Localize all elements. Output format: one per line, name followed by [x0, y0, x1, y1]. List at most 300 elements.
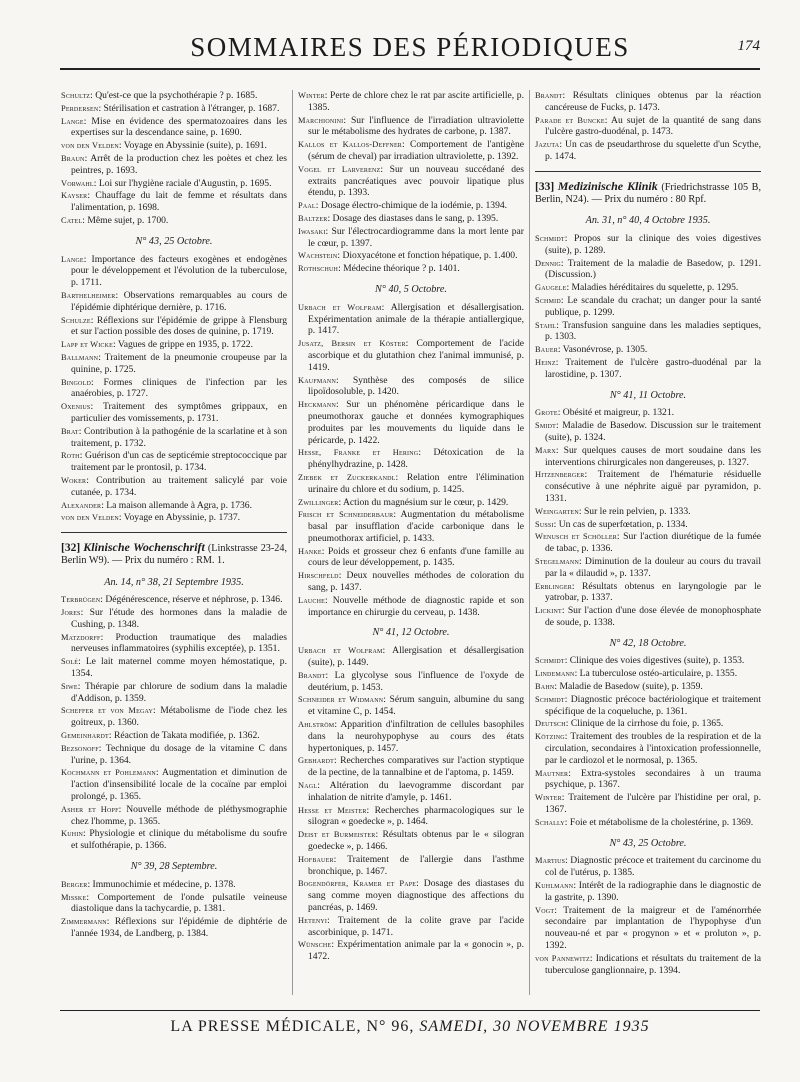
- article-entry: [61, 190, 287, 214]
- article-entry: [298, 115, 524, 139]
- issue-heading: N° 43, 25 Octobre.: [135, 235, 213, 247]
- article-title: : Augmentation du métabolisme basal par insufflation d'acide carbonique dans le pneumothorax artificiel, p. 1433.: [308, 509, 524, 544]
- author-name: Weingarten: [535, 506, 579, 516]
- article-title: : Traitement de l'ulcère gastro-duodénal par la larostidine, p. 1307.: [545, 356, 761, 380]
- author-name: Lauche: [298, 595, 325, 605]
- author-name: Wenusch et Schöller: [535, 532, 617, 542]
- column-divider: [292, 90, 293, 995]
- article-title: : Augmentation et diminution de l'action d'insensibilité locale de la cocaïne par emploi prolongé, p. 1365.: [71, 767, 287, 803]
- issue-heading: N° 41, 12 Octobre.: [372, 627, 450, 639]
- author-name: Iwasaki: [298, 226, 326, 236]
- author-name: Gebhardt: [298, 756, 334, 766]
- author-name: Paal: [298, 201, 316, 211]
- article-entry: [298, 302, 524, 337]
- article-entry: [535, 605, 761, 629]
- author-name: Scheffer et von Megay: [61, 706, 153, 716]
- article-title: : Clinique de la cirrhose du foie, p. 1365.: [565, 718, 724, 730]
- article-title: : Contribution au traitement salicylé par voie cutanée, p. 1734.: [71, 474, 287, 498]
- article-entry: [535, 344, 761, 356]
- article-entry: [298, 719, 524, 754]
- author-name: Nagl: [298, 781, 318, 791]
- article-title: : Technique du dosage de la vitamine C dans l'urine, p. 1364.: [71, 742, 287, 766]
- article-entry: [61, 743, 287, 767]
- article-title: : Clinique des voies digestives (suite), p. 1353.: [564, 655, 745, 667]
- journal-name: Medizinische Klinik: [557, 178, 658, 193]
- issue-heading: N° 40, 5 Octobre.: [375, 283, 447, 295]
- article-entry: [298, 570, 524, 594]
- article-entry: [298, 595, 524, 619]
- author-name: Bingold: [61, 377, 91, 387]
- article-entry: [535, 282, 761, 294]
- author-name: Brandt: [535, 91, 563, 100]
- author-name: Kuhlmann: [535, 881, 574, 891]
- article-title: : Relation entre l'élimination urinaire du chlore et du sodium, p. 1425.: [308, 471, 524, 495]
- article-entry: [535, 445, 761, 469]
- author-name: Perdersen: [61, 103, 99, 113]
- author-name: von Pannewitz: [535, 953, 590, 963]
- article-entry: [61, 730, 287, 742]
- article-entry: [535, 531, 761, 555]
- article-entry: [535, 115, 761, 139]
- author-name: Stahl: [535, 320, 557, 330]
- article-entry: [61, 512, 287, 524]
- author-name: Heinz: [535, 357, 556, 367]
- author-name: Sussi: [535, 519, 554, 529]
- article-title: : Sur l'étude des hormones dans la maladie de Cushing, p. 1348.: [71, 607, 287, 630]
- article-title: : Traitement de la colite grave par l'acide ascorbinique, p. 1471.: [308, 914, 524, 938]
- article-entry: [298, 939, 524, 963]
- article-title: : Réflexions sur l'épidémie de diphtérie de l'année 1934, de Landberg, p. 1384.: [71, 916, 287, 940]
- article-title: : Voyage en Abyssinie (suite), p. 1691.: [118, 140, 267, 152]
- article-title: : Contribution à la pathogénie de la scarlatine et à son traitement, p. 1732.: [71, 425, 287, 449]
- article-title: : Sérum sanguin, albumine du sang et vitamine C, p. 1454.: [308, 694, 524, 718]
- article-entry: [298, 164, 524, 199]
- article-entry: [535, 420, 761, 444]
- article-entry: [535, 357, 761, 381]
- author-name: Grote: [535, 408, 558, 418]
- author-name: Heckmann: [298, 400, 336, 410]
- article-title: : Un cas de superfœtation, p. 1334.: [553, 518, 688, 530]
- article-entry: [61, 103, 287, 115]
- article-title: : Maladie de Basedow. Discussion sur le traitement (suite), p. 1324.: [545, 420, 761, 443]
- article-entry: [535, 768, 761, 792]
- article-title: : Loi sur l'hygiène raciale d'Augustin, p. 1695.: [93, 177, 272, 189]
- footer-date: SAMEDI, 30 NOVEMBRE 1935: [419, 1018, 650, 1035]
- author-name: von den Velden: [61, 141, 119, 151]
- article-title: : Vagues de grippe en 1935, p. 1722.: [113, 339, 253, 351]
- issue-heading: An. 14, n° 38, 21 Septembre 1935.: [104, 576, 244, 588]
- article-entry: [61, 377, 287, 401]
- article-title: : Traitement de la maigreur et de l'aménorrhée secondaire par implantation de l'hypophyse d'un nouveau-né et par « progynon » et « proluton », p. 1392.: [545, 904, 761, 952]
- article-title: : Sur l'électrocardiogramme dans la mort lente par le cœur, p. 1397.: [308, 225, 524, 249]
- article-title: : Dosage des diastases du sang comme moyen diagnostique des affections du pancréas, p. 1469.: [308, 878, 524, 913]
- article-title: : Allergisation et désallergisation. Expérimentation animale de la thérapie antiallergique, p. 1417.: [308, 301, 524, 337]
- article-title: : Traitement des symptômes grippaux, en particulier des vomissements, p. 1731.: [71, 401, 287, 424]
- article-entry: [298, 90, 524, 114]
- article-title: : Diagnostic précoce et traitement du carcinome du col de l'utérus, p. 1385.: [545, 855, 761, 879]
- author-name: Barthelheimer: [61, 290, 116, 300]
- author-name: Ziebek et Zuckerkandl: [298, 472, 396, 482]
- author-name: Stegelmann: [535, 556, 579, 566]
- article-title: : Sur un nouveau succédané des extraits pancréatiques avec pouvoir lipatique plus étendu, p. 1393.: [308, 163, 524, 199]
- article-entry: [61, 594, 287, 606]
- article-entry: [298, 200, 524, 212]
- footer-journal: LA PRESSE MÉDICALE, N° 96,: [170, 1018, 415, 1035]
- article-entry: [535, 668, 761, 680]
- article-entry: [61, 681, 287, 705]
- author-name: Schmidt: [535, 694, 565, 704]
- article-title: : Sur l'influence de l'irradiation ultraviolette sur le métabolisme des hydrates de carbone, p. 1387.: [308, 114, 524, 138]
- article-title: : Perte de chlore chez le rat par ascite artificielle, p. 1385.: [308, 90, 524, 113]
- author-name: Berger: [61, 879, 88, 889]
- article-title: : Recherches comparatives sur l'action styptique de la pectine, de la tannalbine et de l'aptoma, p. 1459.: [308, 755, 524, 779]
- article-title: : Résultats obtenus en laryngologie par le yatrobar, p. 1337.: [545, 580, 761, 604]
- article-title: : Stérilisation et castration à l'étranger, p. 1687.: [98, 102, 280, 114]
- article-title: : Maladies héréditaires du squelette, p. 1295.: [566, 282, 739, 294]
- article-title: : Dosage électro-chimique de la iodémie, p. 1394.: [315, 200, 508, 212]
- article-entry: [61, 153, 287, 177]
- article-entry: [298, 213, 524, 225]
- article-title: : Extra-systoles secondaires à un trauma psychique, p. 1367.: [545, 767, 761, 791]
- article-title: : La tuberculose ostéo-articulaire, p. 1355.: [574, 668, 738, 680]
- article-title: : Sur l'action d'une dose élevée de monophosphate de soude, p. 1338.: [545, 605, 761, 628]
- article-entry: [298, 263, 524, 275]
- article-entry: [298, 375, 524, 399]
- article-title: : Sur l'action diurétique de la fumée de tabac, p. 1336.: [545, 531, 761, 555]
- article-title: : Immunochimie et médecine, p. 1378.: [87, 878, 236, 890]
- author-name: Marx: [535, 445, 556, 455]
- author-name: Hirschfeld: [298, 571, 339, 581]
- article-entry: [535, 681, 761, 693]
- author-name: Brat: [61, 426, 79, 436]
- author-name: Lange: [61, 116, 84, 126]
- author-name: Siwe: [61, 681, 78, 691]
- article-entry: [535, 320, 761, 344]
- article-title: : Métabolisme de l'iode chez les goitreux, p. 1360.: [71, 705, 287, 729]
- author-name: Schally: [535, 817, 565, 827]
- article-entry: [298, 226, 524, 250]
- article-entry: [535, 792, 761, 816]
- article-title: : Résultats obtenus par le « silogran goedecke », p. 1466.: [308, 829, 524, 853]
- article-title: : Sur un phénomène péricardique dans le pneumothorax gauche et données kymographiques produites par les mouvements du liquide dans le péricarde, p. 1422.: [308, 399, 524, 446]
- author-name: Misske: [61, 892, 87, 902]
- article-entry: [61, 879, 287, 891]
- article-entry: [61, 450, 287, 474]
- author-name: Martius: [535, 856, 566, 866]
- article-title: : Qu'est-ce que la psychothérapie ? p. 1685.: [90, 90, 258, 101]
- author-name: Ballmann: [61, 352, 99, 362]
- article-entry: [61, 705, 287, 729]
- article-title: : Nouvelle méthode de diagnostic rapide et son importance en chirurgie du cerveau, p. 1438.: [308, 594, 524, 618]
- author-name: Lindemann: [535, 669, 575, 679]
- author-name: Matzdorff: [61, 632, 101, 642]
- author-name: Terbrügen: [61, 595, 101, 605]
- page-title: SOMMAIRES DES PÉRIODIQUES: [190, 32, 630, 62]
- article-title: : Arrêt de la production chez les poètes et chez les peintres, p. 1693.: [71, 152, 287, 176]
- article-title: : Importance des facteurs exogènes et endogènes pour le développement et l'évolution de la tuberculose, p. 1711.: [71, 253, 287, 289]
- article-entry: [535, 506, 761, 518]
- article-entry: [61, 475, 287, 499]
- article-title: : Réaction de Takata modifiée, p. 1362.: [108, 730, 260, 742]
- author-name: Roth: [61, 451, 80, 461]
- journal-details: (Friedrichstrasse 105 B, Berlin, N24). — Prix du numéro : 80 Rpf.: [535, 181, 761, 205]
- article-title: : Le lait maternel comme moyen hémostatique, p. 1354.: [71, 656, 287, 680]
- article-title: : Altération du laevogramme discordant par inhalation de nitrite d'amyle, p. 1461.: [308, 780, 524, 803]
- article-title: : Synthèse des composés de silice lipoïdosoluble, p. 1420.: [308, 374, 524, 398]
- article-entry: [535, 855, 761, 879]
- article-entry: [61, 828, 287, 852]
- article-entry: [61, 401, 287, 425]
- author-name: Kayser: [61, 191, 88, 201]
- article-entry: [298, 139, 524, 163]
- article-title: : Sur quelques causes de mort soudaine dans les interventions chirurgicales non dangereuses, p. 1327.: [545, 444, 761, 468]
- article-entry: [535, 90, 761, 114]
- author-name: Gemeinhardt: [61, 731, 109, 741]
- article-entry: [61, 892, 287, 916]
- article-title: : Traitement de la pneumonie croupeuse par la quinine, p. 1725.: [71, 351, 287, 375]
- article-entry: [298, 250, 524, 262]
- author-name: Braun: [61, 153, 85, 163]
- article-title: : Apparition d'infiltration de cellules basophiles dans la neurohypophyse au cours des états hypertoniques, p. 1457.: [308, 719, 524, 754]
- author-name: Hetenyi: [298, 915, 328, 925]
- author-name: Hesse, Franke et Hering: [298, 448, 419, 458]
- article-entry: [298, 780, 524, 804]
- article-title: : Indications et résultats du traitement de la tuberculose ganglionnaire, p. 1394.: [545, 952, 761, 976]
- article-title: : Même sujet, p. 1700.: [82, 214, 169, 226]
- article-entry: [61, 339, 287, 351]
- author-name: Vorwahl: [61, 178, 94, 188]
- article-entry: [61, 767, 287, 802]
- journal-number: [33]: [535, 180, 555, 193]
- author-name: Hesse et Meister: [298, 805, 367, 815]
- article-title: : La maison allemande à Agra, p. 1736.: [101, 499, 252, 511]
- article-entry: [535, 233, 761, 257]
- article-entry: [535, 556, 761, 580]
- article-title: : Comportement de l'onde pulsatile veineuse diastolique dans la tachycardie, p. 1381.: [71, 891, 287, 915]
- article-title: : Le scandale du crachat; un danger pour la santé publique, p. 1299.: [545, 294, 761, 318]
- article-title: : Nouvelle méthode de pléthysmographie chez l'homme, p. 1365.: [71, 803, 287, 827]
- article-title: : Vasonévrose, p. 1305.: [557, 344, 648, 356]
- article-title: : Formes cliniques de l'infection par les anaérobies, p. 1727.: [71, 376, 287, 400]
- author-name: Zwillinger: [298, 497, 339, 507]
- article-title: : Traitement des troubles de la respiration et de la circulation, secondaires à l'intoxication professionnelle, par le cardiozol et le normosal, p. 1365.: [545, 731, 761, 766]
- article-entry: [535, 407, 761, 419]
- author-name: Lickint: [535, 606, 562, 616]
- article-title: : Comportement de l'acide ascorbique et du glutathion chez l'animal immunisé, p. 1419.: [308, 338, 524, 373]
- article-entry: [61, 315, 287, 339]
- article-title: : Médecine théorique ? p. 1401.: [338, 263, 460, 275]
- article-title: : Un cas de pseudarthrose du squelette d'un Scythe, p. 1474.: [545, 139, 761, 162]
- page-footer: [60, 1010, 760, 1040]
- author-name: Oxenius: [61, 402, 91, 412]
- author-name: Urbach et Wolfram: [298, 646, 383, 656]
- author-name: Deist et Burmeister: [298, 830, 376, 840]
- page-number: 174: [737, 38, 760, 54]
- author-name: Deutsch: [535, 719, 566, 729]
- article-entry: [535, 905, 761, 952]
- article-entry: [61, 804, 287, 828]
- article-entry: [298, 399, 524, 446]
- article-entry: [535, 139, 761, 163]
- columns-container: [61, 90, 761, 995]
- issue-heading: An. 31, n° 40, 4 Octobre 1935.: [585, 215, 711, 227]
- author-name: Schmidt: [535, 656, 565, 666]
- article-title: : La glycolyse sous l'influence de l'oxyde de deutérium, p. 1453.: [308, 669, 524, 693]
- author-name: Wünsche: [298, 940, 332, 950]
- journal-name: Klinische Wochenschrift: [83, 540, 205, 555]
- article-entry: [61, 116, 287, 140]
- article-title: : Expérimentation animale par la « gonocin », p. 1472.: [308, 939, 524, 963]
- author-name: Schmid: [535, 295, 561, 305]
- author-name: Jusatz, Bersin et Köster: [298, 339, 406, 349]
- journal-details: (Linkstrasse 23-24, Berlin W9). — Prix du numéro : RM. 1.: [61, 543, 287, 567]
- article-title: : Au sujet de la quantité de sang dans l'ulcère gastro-duodénal, p. 1473.: [545, 114, 761, 138]
- article-entry: [535, 880, 761, 904]
- author-name: Schulze: [61, 315, 91, 325]
- author-name: Baltzer: [298, 213, 328, 223]
- article-entry: [298, 546, 524, 570]
- author-name: Winter: [298, 91, 325, 100]
- author-name: Winter: [535, 793, 562, 803]
- article-entry: [61, 215, 287, 227]
- article-entry: [535, 295, 761, 319]
- article-title: : Thérapie par chlorure de sodium dans la maladie d'Addison, p. 1359.: [71, 680, 287, 704]
- issue-heading: N° 41, 11 Octobre.: [609, 389, 687, 401]
- article-title: : Physiologie et clinique du métabolisme du soufre et sulfothérapie, p. 1366.: [71, 828, 287, 852]
- issue-heading: N° 42, 18 Octobre.: [609, 637, 687, 649]
- article-title: : Transfusion sanguine dans les maladies septiques, p. 1303.: [545, 319, 761, 343]
- author-name: Brandt: [298, 670, 326, 680]
- author-name: Jores: [61, 608, 81, 618]
- author-name: Mautner: [535, 768, 569, 778]
- article-entry: [535, 817, 761, 829]
- author-name: Jazuta: [535, 140, 560, 150]
- journal-heading: [535, 171, 761, 206]
- author-name: Wachstein: [298, 251, 338, 261]
- article-entry: [535, 718, 761, 730]
- article-title: : Recherches pharmacologiques sur le silogran « goedecke », p. 1464.: [308, 804, 524, 828]
- article-title: : Traitement de l'allergie dans l'asthme bronchique, p. 1467.: [308, 853, 524, 877]
- article-title: : Propos sur la clinique des voies digestives (suite), p. 1289.: [545, 232, 761, 256]
- author-name: von den Velden: [61, 513, 119, 523]
- author-name: Frisch et Schneiderbaur: [298, 510, 394, 520]
- author-name: Woker: [61, 475, 87, 485]
- author-name: Parade et Buncke: [535, 115, 605, 125]
- author-name: Kötzing: [535, 732, 565, 742]
- article-entry: [298, 694, 524, 718]
- article-entry: [298, 338, 524, 373]
- author-name: Dennig: [535, 258, 561, 268]
- article-entry: [535, 519, 761, 531]
- author-name: Schultz: [61, 91, 91, 100]
- article-entry: [61, 140, 287, 152]
- author-name: Gaugele: [535, 283, 567, 293]
- article-entry: [535, 469, 761, 504]
- article-entry: [61, 607, 287, 631]
- author-name: Smidt: [535, 421, 556, 431]
- article-title: : Observations remarquables au cours de l'épidémie diphtérique dernière, p. 1716.: [71, 289, 287, 313]
- article-entry: [298, 854, 524, 878]
- article-entry: [298, 497, 524, 509]
- article-entry: [535, 731, 761, 766]
- article-entry: [298, 829, 524, 853]
- author-name: Schmidt: [535, 233, 565, 243]
- author-name: Urbach et Wolfram: [298, 302, 382, 312]
- author-name: Erblinger: [535, 581, 572, 591]
- article-entry: [61, 90, 287, 102]
- author-name: Schneider et Widmann: [298, 695, 384, 705]
- article-title: : Diagnostic précoce bactériologique et traitement spécifique de la coqueluche, p. 1361.: [545, 693, 761, 717]
- article-entry: [298, 645, 524, 669]
- article-entry: [298, 755, 524, 779]
- author-name: Kochmann et Pohlemann: [61, 768, 156, 778]
- article-title: : Voyage en Abyssinie, p. 1737.: [118, 512, 241, 524]
- author-name: Vogt: [535, 905, 555, 915]
- article-title: : Deux nouvelles méthodes de coloration du sang, p. 1437.: [308, 570, 524, 594]
- article-title: : Dosage des diastases dans le sang, p. 1395.: [327, 212, 499, 224]
- author-name: Marchionini: [298, 115, 344, 125]
- journal-number: [32]: [61, 542, 81, 555]
- article-title: : Résultats cliniques obtenus par la réaction cancéreuse de Fucks, p. 1473.: [545, 90, 761, 113]
- article-entry: [61, 178, 287, 190]
- article-title: : Intérêt de la radiographie dans le diagnostic de la gastrite, p. 1390.: [545, 880, 761, 903]
- article-entry: [535, 953, 761, 977]
- author-name: Hitzenberger: [535, 470, 585, 480]
- issue-heading: N° 39, 28 Septembre.: [130, 861, 218, 873]
- article-entry: [61, 916, 287, 940]
- article-entry: [61, 254, 287, 289]
- author-name: Hanke: [298, 546, 322, 556]
- column-1: [61, 90, 287, 995]
- author-name: Bogendörfer, Kramer et Pape: [298, 879, 417, 889]
- author-name: Kallos et Kallos-Deffner: [298, 140, 403, 150]
- author-name: Asher et Hopf: [61, 804, 119, 814]
- article-entry: [61, 290, 287, 314]
- article-title: : Allergisation et désallergisation (suite), p. 1449.: [308, 645, 524, 669]
- author-name: Ahlström: [298, 720, 335, 730]
- author-name: Zimmermann: [61, 917, 107, 927]
- article-title: : Obésité et maigreur, p. 1321.: [557, 407, 675, 419]
- article-entry: [298, 670, 524, 694]
- article-title: : Détoxication de la phénylhydrazine, p. 1428.: [308, 447, 524, 471]
- author-name: Alexander: [61, 500, 102, 510]
- article-title: : Dégénérescence, réserve et néphrose, p. 1346.: [100, 594, 283, 606]
- author-name: Hofbauer: [298, 854, 334, 864]
- article-title: : Mise en évidence des spermatozoaires dans les expertises sur la descendance saine, p. 1690.: [71, 115, 287, 139]
- author-name: Rothschuh: [298, 264, 339, 274]
- article-entry: [298, 805, 524, 829]
- author-name: Solé: [61, 657, 79, 667]
- article-entry: [61, 352, 287, 376]
- author-name: Bezsonoff: [61, 743, 99, 753]
- author-name: Vogel et Larverenz: [298, 164, 381, 174]
- article-title: : Sur le rein pelvien, p. 1333.: [578, 505, 691, 517]
- article-entry: [298, 447, 524, 471]
- article-title: : Dioxyacétone et fonction hépatique, p. 1.400.: [337, 250, 518, 262]
- article-title: : Action du magnésium sur le cœur, p. 1429.: [338, 496, 509, 508]
- journal-heading: [61, 532, 287, 567]
- article-title: : Comportement de l'antigène (sérum de cheval) par irradiation ultraviolette, p. 1392.: [308, 139, 524, 162]
- column-divider: [529, 90, 530, 995]
- article-entry: [535, 694, 761, 718]
- article-entry: [61, 656, 287, 680]
- article-title: : Production traumatique des maladies nerveuses inflammatoires (syphilis exceptée), p. 1351.: [71, 631, 287, 655]
- column-2: [298, 90, 524, 995]
- article-title: : Foie et métabolisme de la cholestérine, p. 1369.: [564, 816, 754, 828]
- author-name: Kuhin: [61, 829, 84, 839]
- author-name: Lange: [61, 254, 84, 264]
- article-entry: [298, 472, 524, 496]
